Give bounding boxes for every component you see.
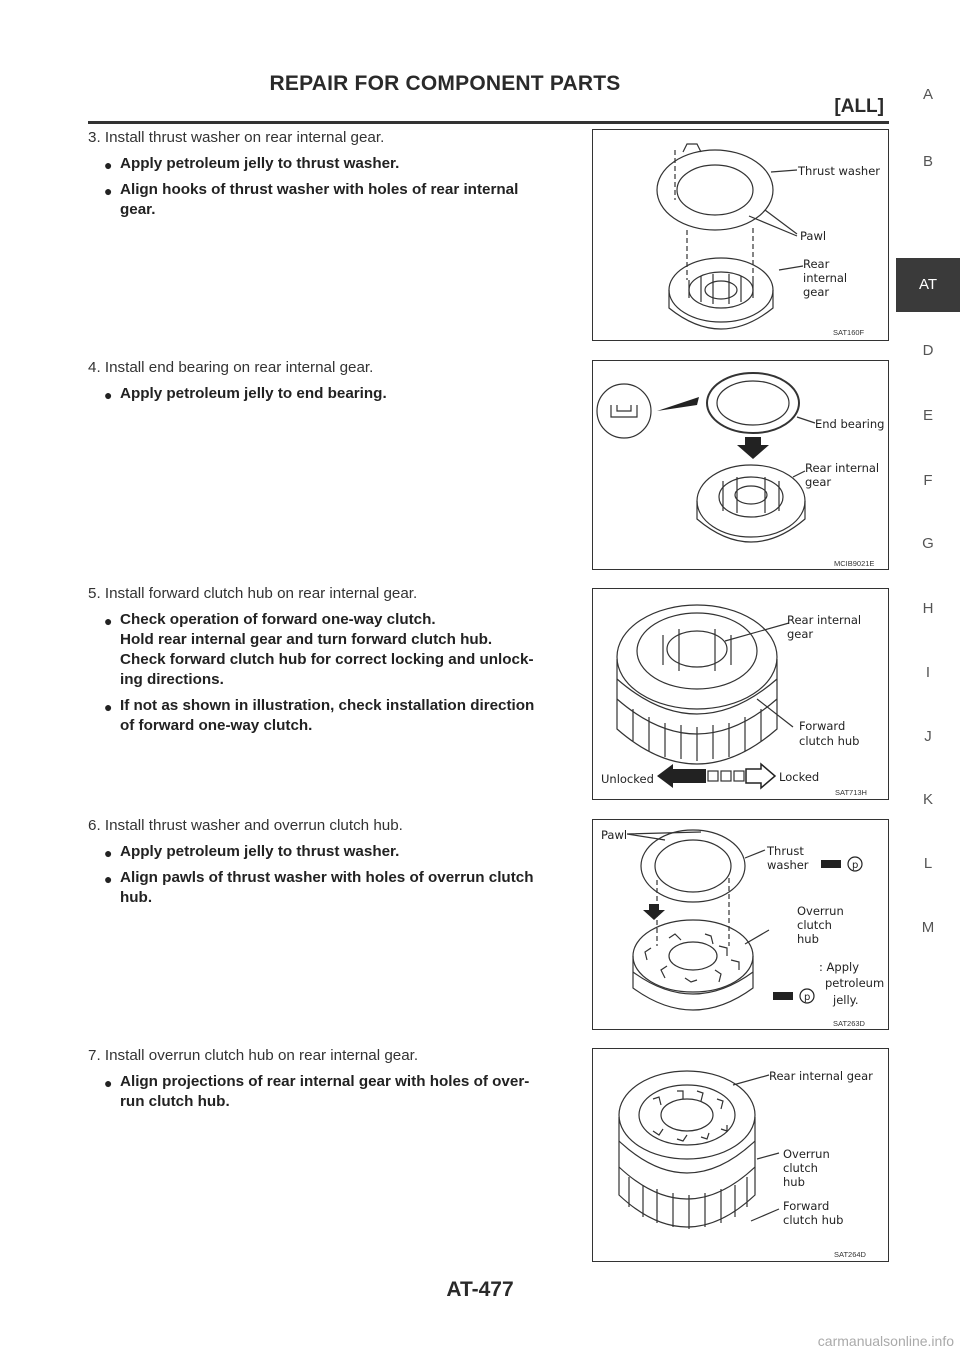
bullet-icon: ●: [104, 871, 113, 887]
tab-a[interactable]: A: [922, 86, 933, 103]
step-text: 4. Install end bearing on rear internal gear.: [88, 359, 374, 376]
step-5: [88, 584, 588, 736]
bullet-icon: ●: [104, 183, 113, 199]
label-internal: internal: [803, 271, 848, 285]
header-divider: [88, 121, 889, 124]
section-tab-column: [896, 0, 960, 1358]
label-thrust-washer: Thrust washer: [798, 164, 881, 178]
bullet-icon: ●: [104, 387, 113, 403]
tab-l[interactable]: L: [923, 855, 933, 872]
watermark-text: carmanualsonline.info: [817, 1333, 954, 1349]
label-jelly: jelly.: [833, 993, 859, 1007]
figure-code: SAT160F: [833, 328, 865, 337]
tab-b[interactable]: B: [922, 153, 933, 170]
tab-f[interactable]: F: [923, 472, 933, 489]
label-locked: Locked: [779, 770, 820, 784]
label-hub: hub: [783, 1175, 805, 1189]
figure-code: MCIB9021E: [834, 559, 875, 568]
label-washer: washer: [767, 858, 809, 872]
label-clutch-hub: clutch hub: [783, 1213, 844, 1227]
label-rear-internal-gear: Rear internal gear: [787, 613, 862, 641]
bullet-icon: ●: [104, 157, 113, 173]
figure-code: SAT263D: [833, 1019, 865, 1028]
figure-code: SAT713H: [835, 788, 867, 797]
figure-forward-clutch-hub: [592, 588, 889, 800]
label-overrun: Overrun: [783, 1147, 830, 1161]
bullet-item: ● Apply petroleum jelly to thrust washer.: [104, 843, 400, 861]
step-text: 6. Install thrust washer and overrun clutch hub.: [88, 817, 403, 834]
arrow-down-icon: [643, 904, 665, 920]
label-forward: Forward: [783, 1199, 830, 1213]
label-rear-internal-gear: Rear internal gear: [769, 1069, 873, 1083]
bullet-item: ● Align hooks of thrust washer with holes of rear internal gear.: [104, 181, 519, 218]
arrow-icon: [657, 397, 699, 411]
tab-e[interactable]: E: [922, 407, 933, 424]
label-gear: gear: [805, 475, 832, 489]
figure-rear-internal-gear: [592, 1048, 889, 1262]
tab-j[interactable]: J: [924, 728, 932, 745]
step-text: 5. Install forward clutch hub on rear internal gear.: [88, 585, 418, 602]
label-pawl: Pawl: [601, 828, 628, 842]
arrow-right-icon: [746, 764, 775, 788]
bullet-item: ● If not as shown in illustration, check installation direction of forward one-way clutch.: [104, 697, 535, 734]
tab-g[interactable]: G: [922, 535, 934, 552]
step-text: 7. Install overrun clutch hub on rear internal gear.: [88, 1047, 419, 1064]
tab-d[interactable]: D: [922, 342, 934, 359]
tab-at[interactable]: AT: [896, 258, 960, 312]
step-text: 3. Install thrust washer on rear internal gear.: [88, 129, 385, 146]
label-clutch-hub: clutch hub: [799, 734, 860, 748]
bullet-icon: ●: [104, 1075, 113, 1091]
tab-m[interactable]: M: [921, 919, 935, 936]
figure-thrust-washer: [592, 129, 889, 341]
page-number: AT-477: [446, 1278, 514, 1301]
page-title: REPAIR FOR COMPONENT PARTS: [269, 72, 621, 95]
label-rear-internal: Rear internal: [805, 461, 880, 475]
label-petroleum: petroleum: [825, 976, 885, 990]
figure-overrun-clutch-hub: [592, 819, 889, 1030]
thrust-washer-illustration: [593, 130, 889, 341]
label-clutch: clutch: [783, 1161, 818, 1175]
bullet-icon: ●: [104, 613, 113, 629]
label-overrun: Overrun: [797, 904, 844, 918]
label-thrust: Thrust: [767, 844, 804, 858]
label-pawl: Pawl: [800, 229, 827, 243]
bullet-item: ● Align projections of rear internal gear with holes of over- run clutch hub.: [104, 1073, 530, 1110]
label-apply: : Apply: [819, 960, 859, 974]
grease-tool-icon: [821, 860, 841, 868]
figure-code: SAT264D: [834, 1250, 866, 1259]
label-forward: Forward: [799, 719, 846, 733]
step-6: [88, 816, 588, 908]
bullet-item: ● Check operation of forward one-way clutch. Hold rear internal gear and turn forward clutch hub. Check forward clutch hub for correct locking and unlock- ing directions.: [104, 611, 534, 688]
arrow-left-icon: [657, 764, 706, 788]
figure-end-bearing: [592, 360, 889, 570]
label-unlocked: Unlocked: [601, 772, 654, 786]
step-3: [88, 128, 588, 220]
step-4: [88, 358, 588, 404]
label-gear: gear: [803, 285, 830, 299]
step-7: [88, 1046, 588, 1112]
tab-i[interactable]: I: [925, 664, 931, 681]
svg-text:p: p: [852, 860, 859, 871]
tab-h[interactable]: H: [922, 600, 934, 617]
svg-text:p: p: [804, 992, 811, 1003]
label-end-bearing: End bearing: [815, 417, 885, 431]
bullet-item: ● Align pawls of thrust washer with holes of overrun clutch hub.: [104, 869, 534, 906]
label-hub: hub: [797, 932, 819, 946]
arrow-down-icon: [737, 437, 769, 459]
label-clutch: clutch: [797, 918, 832, 932]
label-rear: Rear: [803, 257, 830, 271]
grease-tool-icon: [773, 992, 793, 1000]
page-section-label: [ALL]: [834, 96, 884, 117]
bullet-icon: ●: [104, 845, 113, 861]
bullet-item: ● Apply petroleum jelly to end bearing.: [104, 385, 387, 403]
tab-k[interactable]: K: [922, 791, 933, 808]
bullet-item: ● Apply petroleum jelly to thrust washer.: [104, 155, 400, 173]
bullet-icon: ●: [104, 699, 113, 715]
